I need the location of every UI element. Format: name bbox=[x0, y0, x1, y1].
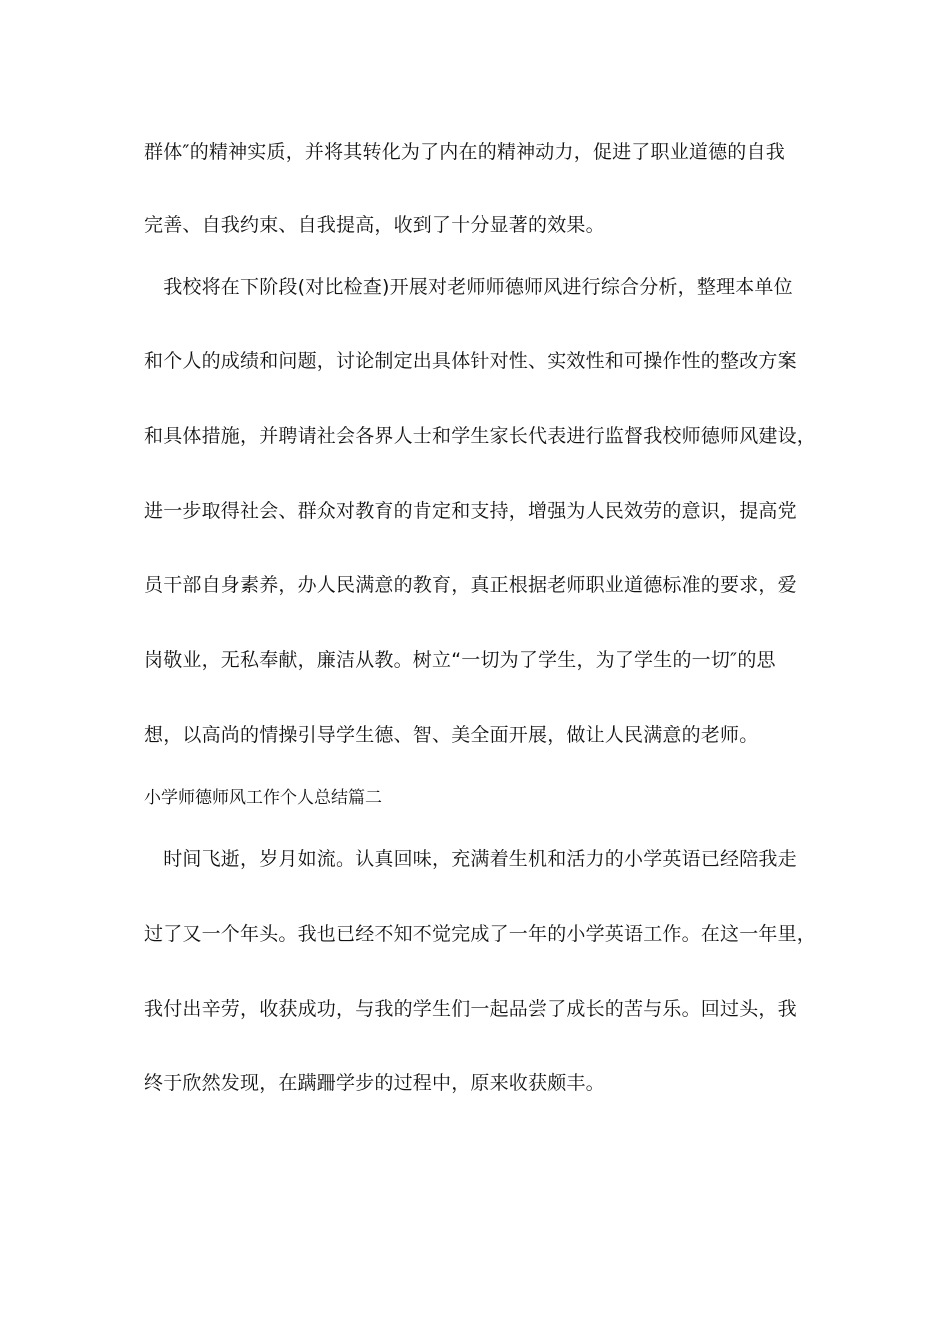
text-line: 和个人的成绩和问题，讨论制定出具体针对性、实效性和可操作性的整改方案 bbox=[144, 350, 797, 372]
section-heading: 小学师德师风工作个人总结篇二 bbox=[144, 788, 382, 808]
text-line: 时间飞逝，岁月如流。认真回味，充满着生机和活力的小学英语已经陪我走 bbox=[144, 848, 797, 870]
text-line: 我付出辛劳，收获成功，与我的学生们一起品尝了成长的苦与乐。回过头，我 bbox=[144, 998, 797, 1020]
text-line: 完善、自我约束、自我提高，收到了十分显著的效果。 bbox=[144, 214, 605, 236]
text-line: 过了又一个年头。我也已经不知不觉完成了一年的小学英语工作。在这一年里， bbox=[144, 923, 817, 945]
text-line: 员干部自身素养，办人民满意的教育，真正根据老师职业道德标准的要求，爱 bbox=[144, 574, 797, 596]
text-line: 群体″的精神实质，并将其转化为了内在的精神动力，促进了职业道德的自我 bbox=[144, 141, 785, 163]
text-line: 我校将在下阶段(对比检查)开展对老师师德师风进行综合分析，整理本单位 bbox=[144, 276, 793, 298]
text-line: 和具体措施，并聘请社会各界人士和学生家长代表进行监督我校师德师风建设， bbox=[144, 425, 817, 447]
text-line: 终于欣然发现，在蹒跚学步的过程中，原来收获颇丰。 bbox=[144, 1072, 605, 1094]
text-line: 岗敬业，无私奉献，廉洁从教。树立“一切为了学生，为了学生的一切″的思 bbox=[144, 649, 776, 671]
text-line: 进一步取得社会、群众对教育的肯定和支持，增强为人民效劳的意识，提高党 bbox=[144, 500, 797, 522]
text-line: 想，以高尚的情操引导学生德、智、美全面开展，做让人民满意的老师。 bbox=[144, 724, 759, 746]
